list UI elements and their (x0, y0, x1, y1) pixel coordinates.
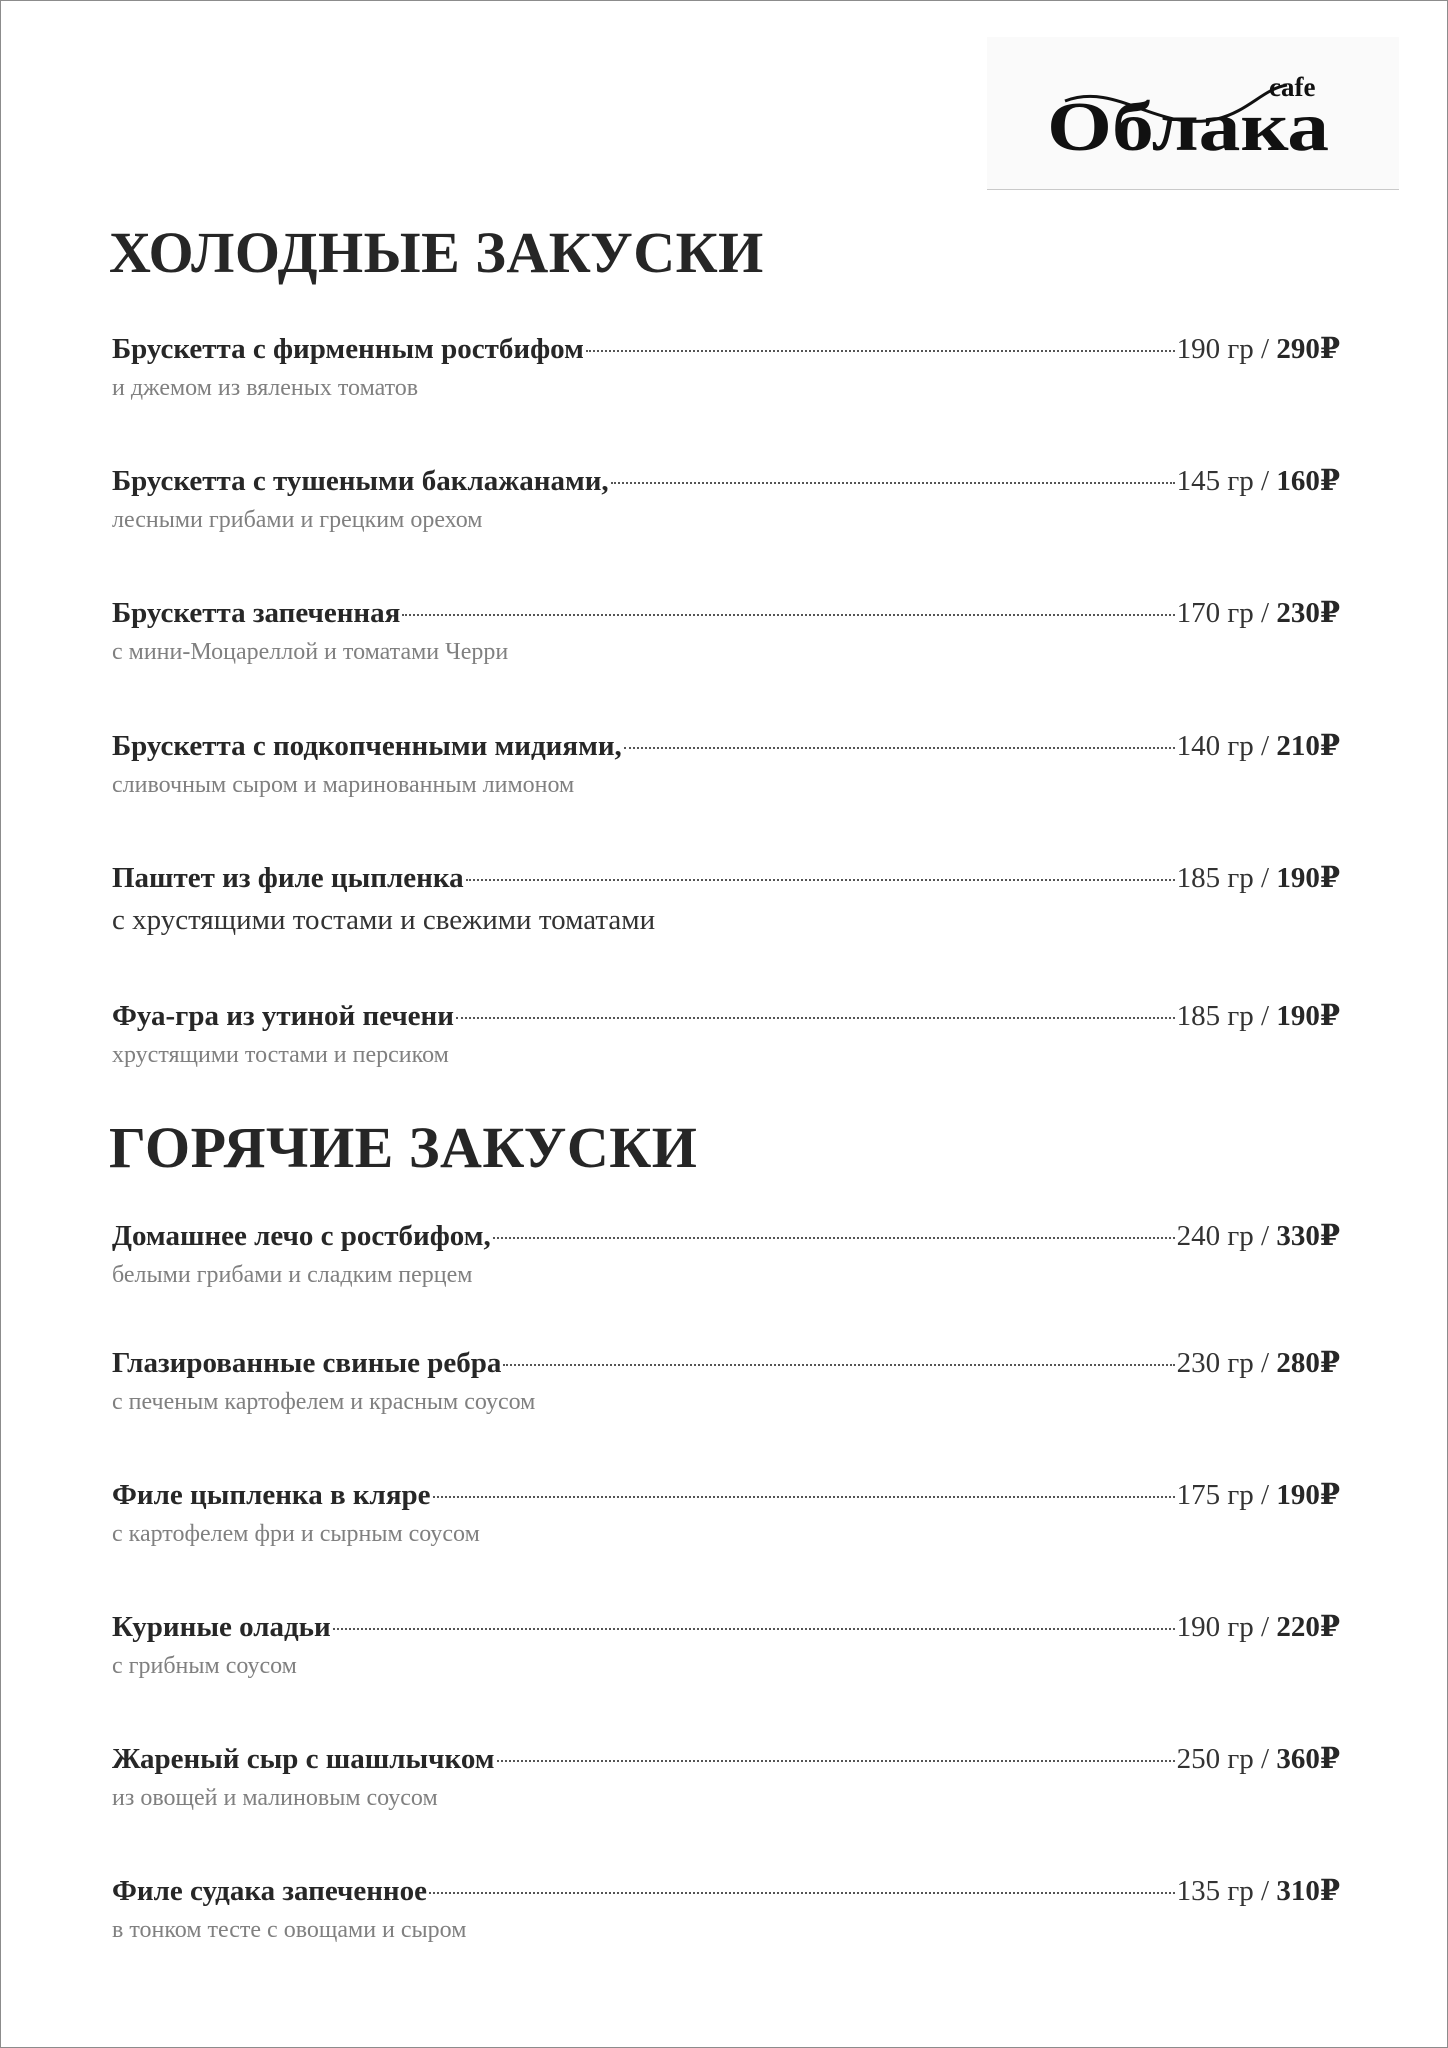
item-price: 230₽ (1276, 597, 1340, 629)
dot-leader (624, 747, 1175, 749)
dot-leader (429, 1892, 1175, 1894)
item-name: Жареный сыр с шашлычком (112, 1743, 495, 1775)
price-separator: / (1253, 1479, 1277, 1511)
price-separator: / (1253, 730, 1277, 762)
item-weight: 250 гр (1176, 1743, 1254, 1775)
item-description: и джемом из вяленых томатов (112, 375, 419, 401)
cafe-logo-tag: cafe (1269, 72, 1316, 102)
menu-item (112, 1872, 1340, 1946)
menu-item (112, 727, 1340, 801)
item-name: Брускетта запеченная (112, 597, 401, 629)
item-description: с мини-Моцареллой и томатами Черри (112, 639, 509, 665)
item-price: 360₽ (1276, 1743, 1340, 1775)
item-weight: 135 гр (1176, 1875, 1254, 1907)
item-price: 330₽ (1276, 1220, 1340, 1252)
price-separator: / (1253, 1220, 1277, 1252)
dot-leader (333, 1628, 1175, 1630)
item-price: 190₽ (1276, 1000, 1340, 1032)
item-description: в тонком тесте с овощами и сыром (112, 1917, 467, 1943)
menu-item (112, 594, 1340, 668)
menu-item (112, 1476, 1340, 1550)
menu-item (112, 997, 1340, 1071)
item-weight: 185 гр (1176, 1000, 1254, 1032)
item-name: Паштет из филе цыпленка (112, 862, 464, 894)
item-description: с печеным картофелем и красным соусом (112, 1389, 536, 1415)
item-description: из овощей и малиновым соусом (112, 1785, 438, 1811)
price-separator: / (1253, 597, 1277, 629)
item-name: Брускетта с тушеными баклажанами, (112, 465, 609, 497)
menu-item (112, 1217, 1340, 1291)
dot-leader (611, 482, 1175, 484)
item-weight: 170 гр (1176, 597, 1254, 629)
item-price: 160₽ (1276, 465, 1340, 497)
price-separator: / (1253, 1611, 1277, 1643)
item-weight: 230 гр (1176, 1347, 1254, 1379)
dot-leader (433, 1496, 1175, 1498)
menu-item (112, 1608, 1340, 1682)
section-title-cold: ХОЛОДНЫЕ ЗАКУСКИ (109, 220, 764, 285)
item-description: с картофелем фри и сырным соусом (112, 1521, 480, 1547)
item-weight: 240 гр (1176, 1220, 1254, 1252)
price-separator: / (1253, 333, 1277, 365)
item-weight: 140 гр (1176, 730, 1254, 762)
price-separator: / (1253, 465, 1277, 497)
item-name: Фуа-гра из утиной печени (112, 1000, 454, 1032)
item-description: белыми грибами и сладким перцем (112, 1262, 473, 1288)
item-price: 190₽ (1276, 1479, 1340, 1511)
item-price: 220₽ (1276, 1611, 1340, 1643)
item-name: Брускетта с подкопченными мидиями, (112, 730, 622, 762)
item-price: 280₽ (1276, 1347, 1340, 1379)
price-separator: / (1253, 1743, 1277, 1775)
item-description: с грибным соусом (112, 1653, 297, 1679)
item-description: сливочным сыром и маринованным лимоном (112, 772, 575, 798)
price-separator: / (1253, 862, 1277, 894)
item-price: 310₽ (1276, 1875, 1340, 1907)
price-separator: / (1253, 1875, 1277, 1907)
section-title-hot: ГОРЯЧИЕ ЗАКУСКИ (109, 1115, 698, 1180)
item-name: Домашнее лечо с ростбифом, (112, 1220, 491, 1252)
menu-item (112, 1344, 1340, 1418)
dot-leader (503, 1364, 1174, 1366)
dot-leader (497, 1760, 1175, 1762)
menu-item (112, 330, 1340, 404)
dot-leader (586, 350, 1175, 352)
cafe-logo-graphic (987, 37, 1399, 189)
item-weight: 145 гр (1176, 465, 1254, 497)
item-weight: 190 гр (1176, 1611, 1254, 1643)
item-name: Филе судака запеченное (112, 1875, 428, 1907)
cafe-logo (987, 37, 1399, 190)
item-weight: 175 гр (1176, 1479, 1254, 1511)
item-description: лесными грибами и грецким орехом (112, 507, 483, 533)
item-name: Глазированные свиные ребра (112, 1347, 502, 1379)
menu-item (112, 1740, 1340, 1814)
item-price: 290₽ (1276, 333, 1340, 365)
item-name: Филе цыпленка в кляре (112, 1479, 431, 1511)
item-weight: 190 гр (1176, 333, 1254, 365)
price-separator: / (1253, 1000, 1277, 1032)
item-name: Куриные оладьи (112, 1611, 331, 1643)
item-name: Брускетта с фирменным ростбифом (112, 333, 584, 365)
dot-leader (456, 1017, 1175, 1019)
item-weight: 185 гр (1176, 862, 1254, 894)
item-price: 190₽ (1276, 862, 1340, 894)
dot-leader (466, 879, 1175, 881)
menu-item (112, 859, 1340, 939)
menu-item (112, 462, 1340, 536)
item-description: хрустящими тостами и персиком (112, 1042, 449, 1068)
dot-leader (493, 1237, 1175, 1239)
dot-leader (402, 614, 1174, 616)
item-description: с хрустящими тостами и свежими томатами (112, 904, 656, 936)
cafe-logo-name: Облака (1047, 89, 1329, 166)
item-price: 210₽ (1276, 730, 1340, 762)
price-separator: / (1253, 1347, 1277, 1379)
